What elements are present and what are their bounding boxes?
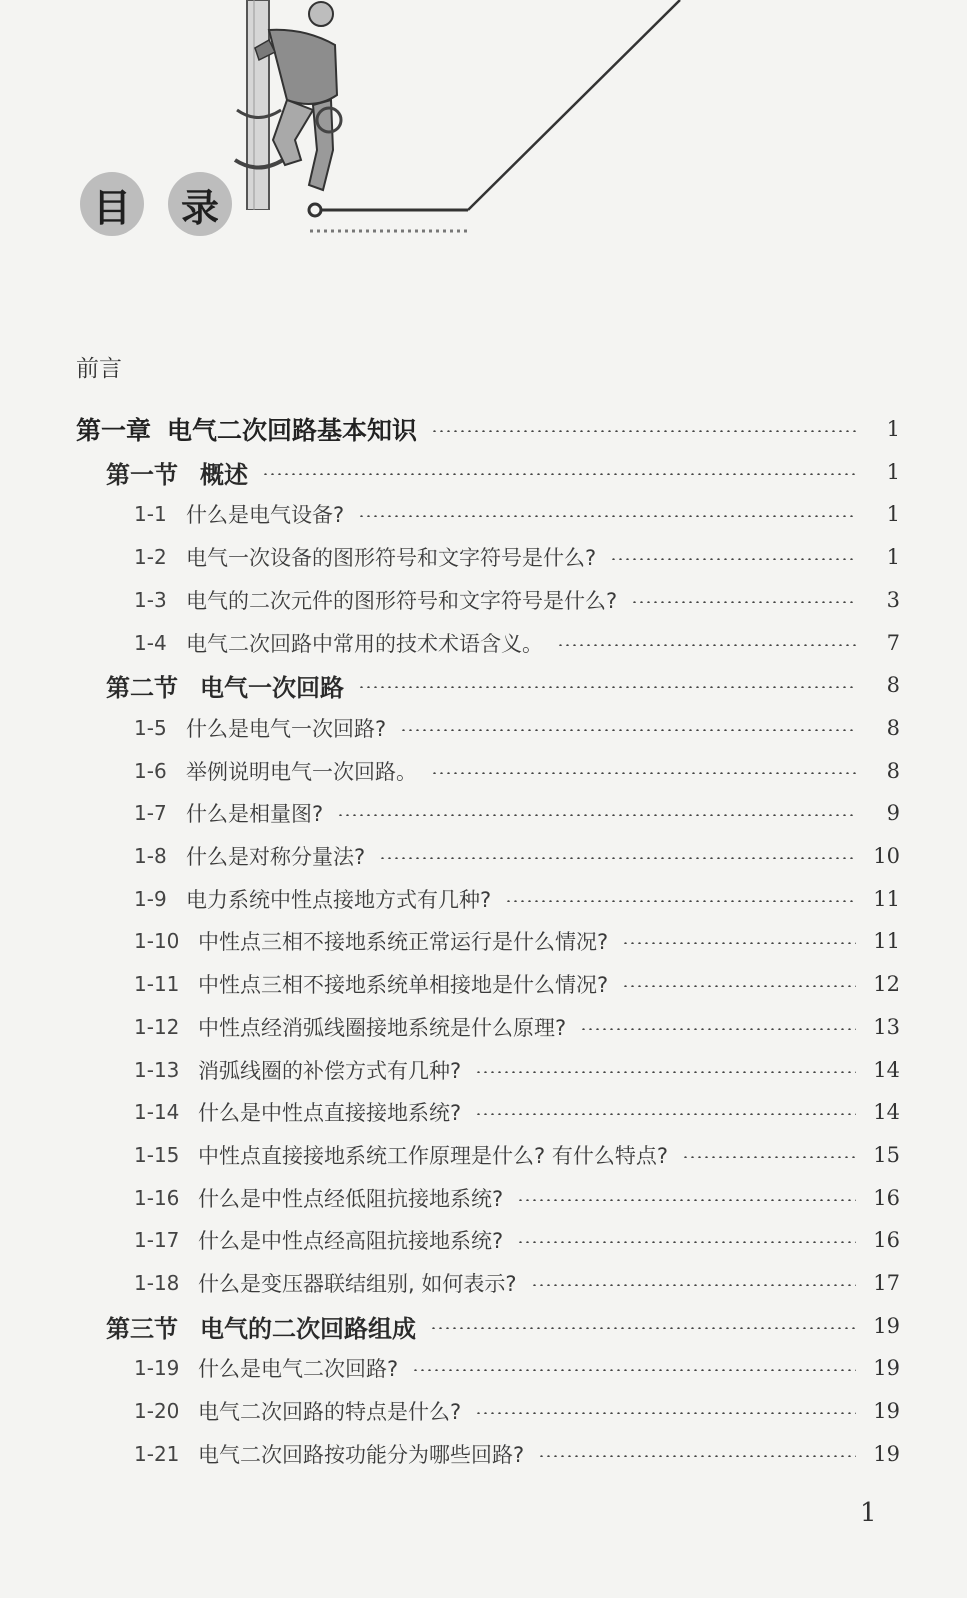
dot-leader xyxy=(475,1412,856,1414)
dot-leader xyxy=(337,814,856,816)
toc-item-row[interactable] xyxy=(134,884,900,914)
toc-item-row[interactable] xyxy=(134,1225,900,1255)
toc-entry-title: 什么是电气二次回路? xyxy=(198,1357,399,1381)
toc-entry-page: 8 xyxy=(886,673,900,697)
page-number: 1 xyxy=(860,1498,877,1528)
preface-link[interactable]: 前言 xyxy=(76,356,122,382)
title-char-lu: 录 xyxy=(168,172,232,236)
toc-entry-title: 什么是中性点经低阻抗接地系统? xyxy=(198,1187,504,1211)
dot-leader xyxy=(531,1284,857,1286)
toc-item-row[interactable] xyxy=(134,926,900,956)
toc-entry-title: 什么是对称分量法? xyxy=(186,845,366,869)
toc-entry-page: 8 xyxy=(886,759,900,783)
toc-entry-number: 1-2 xyxy=(134,545,167,569)
dot-leader xyxy=(580,1028,856,1030)
toc-item-row[interactable] xyxy=(134,713,900,743)
toc-entry-page: 19 xyxy=(873,1399,900,1423)
toc-entry-title: 电气的二次元件的图形符号和文字符号是什么? xyxy=(186,589,618,613)
toc-item-row[interactable] xyxy=(134,1055,900,1085)
toc-item-row[interactable] xyxy=(134,1396,900,1426)
toc-entry-title: 中性点三相不接地系统正常运行是什么情况? xyxy=(198,930,609,954)
dot-leader xyxy=(262,473,856,475)
toc-entry-page: 3 xyxy=(886,588,900,612)
dot-leader xyxy=(622,942,856,944)
toc-item-row[interactable] xyxy=(134,756,900,786)
toc-item-row[interactable] xyxy=(134,969,900,999)
title-char-mu: 目 xyxy=(80,172,144,236)
toc-entry-title: 什么是电气设备? xyxy=(186,503,345,527)
toc-entry-title: 消弧线圈的补偿方式有几种? xyxy=(198,1059,462,1083)
toc-entry-number: 1-7 xyxy=(134,801,167,825)
toc-item-row[interactable] xyxy=(134,1268,900,1298)
toc-entry-title: 中性点经消弧线圈接地系统是什么原理? xyxy=(198,1016,567,1040)
toc-entry-number: 第一节 xyxy=(106,459,178,489)
toc-entry-number: 1-6 xyxy=(134,759,167,783)
toc-entry-number: 1-5 xyxy=(134,716,167,740)
toc-entry-page: 1 xyxy=(886,460,900,484)
dot-leader xyxy=(431,772,856,774)
toc-entry-number: 1-17 xyxy=(134,1228,180,1252)
toc-entry-number: 1-11 xyxy=(134,972,180,996)
toc-item-row[interactable] xyxy=(134,1353,900,1383)
toc-entry-page: 14 xyxy=(873,1058,900,1082)
toc-entry-number: 1-9 xyxy=(134,887,167,911)
dot-leader xyxy=(431,430,856,432)
toc-entry-title: 什么是电气一次回路? xyxy=(186,717,387,741)
toc-entry-page: 1 xyxy=(886,545,900,569)
toc-entry-page: 9 xyxy=(886,801,900,825)
toc-entry-number: 1-15 xyxy=(134,1143,180,1167)
toc-entry-number: 1-10 xyxy=(134,929,180,953)
toc-entry-page: 16 xyxy=(873,1186,900,1210)
toc-entry-number: 第一章 xyxy=(76,416,152,445)
toc-entry-page: 16 xyxy=(873,1228,900,1252)
toc-entry-title: 电气一次回路 xyxy=(200,672,344,702)
toc-entry-number: 1-4 xyxy=(134,631,167,655)
toc-item-row[interactable] xyxy=(134,1097,900,1127)
toc-entry-page: 14 xyxy=(873,1100,900,1124)
toc-entry-page: 19 xyxy=(873,1314,900,1338)
dot-leader xyxy=(517,1241,856,1243)
dot-leader xyxy=(358,686,856,688)
toc-entry-page: 12 xyxy=(873,972,900,996)
toc-entry-page: 10 xyxy=(873,844,900,868)
toc-entry-title: 什么是相量图? xyxy=(186,802,324,826)
toc-entry-title: 电气二次回路中常用的技术术语含义。 xyxy=(186,632,543,656)
toc-entry-page: 1 xyxy=(886,502,900,526)
toc-entry-title: 概述 xyxy=(200,459,248,489)
toc-chapter-row[interactable] xyxy=(76,414,900,444)
dot-leader xyxy=(475,1113,856,1115)
dot-leader xyxy=(412,1369,856,1371)
dot-leader xyxy=(610,558,856,560)
toc-entry-title: 电气二次回路基本知识 xyxy=(167,416,418,445)
toc-item-row[interactable] xyxy=(134,499,900,529)
toc-entry-page: 19 xyxy=(873,1442,900,1466)
dot-leader xyxy=(430,1327,856,1329)
toc-item-row[interactable] xyxy=(134,1439,900,1469)
toc-entry-page: 7 xyxy=(886,631,900,655)
dot-leader xyxy=(475,1071,856,1073)
toc-item-row[interactable] xyxy=(134,585,900,615)
dot-leader xyxy=(622,985,856,987)
toc-item-row[interactable] xyxy=(134,1012,900,1042)
decorative-line xyxy=(300,0,700,245)
dot-leader xyxy=(379,857,856,859)
toc-item-row[interactable] xyxy=(134,798,900,828)
toc-entry-page: 19 xyxy=(873,1356,900,1380)
toc-entry-title: 什么是中性点经高阻抗接地系统? xyxy=(198,1229,504,1253)
toc-entry-title: 什么是中性点直接接地系统? xyxy=(198,1101,462,1125)
toc-entry-number: 1-18 xyxy=(134,1271,180,1295)
toc-item-row[interactable] xyxy=(134,1183,900,1213)
toc-entry-title: 电气的二次回路组成 xyxy=(200,1313,416,1343)
toc-entry-title: 电力系统中性点接地方式有几种? xyxy=(186,888,492,912)
toc-entry-title: 电气二次回路按功能分为哪些回路? xyxy=(198,1443,525,1467)
toc-item-row[interactable] xyxy=(134,542,900,572)
toc-item-row[interactable] xyxy=(134,841,900,871)
toc-entry-title: 举例说明电气一次回路。 xyxy=(186,760,417,784)
toc-entry-title: 中性点三相不接地系统单相接地是什么情况? xyxy=(198,973,609,997)
toc-item-row[interactable] xyxy=(134,628,900,658)
toc-entry-page: 15 xyxy=(873,1143,900,1167)
toc-entry-title: 什么是变压器联结组别, 如何表示? xyxy=(198,1272,517,1296)
toc-entry-page: 11 xyxy=(873,929,900,953)
toc-entry-number: 1-1 xyxy=(134,502,167,526)
dot-leader xyxy=(358,515,856,517)
toc-entry-page: 11 xyxy=(873,887,900,911)
toc-section-row[interactable] xyxy=(106,457,900,487)
dot-leader xyxy=(631,601,856,603)
toc-section-row[interactable] xyxy=(106,670,900,700)
dot-leader xyxy=(400,729,856,731)
toc-entry-page: 17 xyxy=(873,1271,900,1295)
toc-entry-number: 1-14 xyxy=(134,1100,180,1124)
toc-entry-title: 电气二次回路的特点是什么? xyxy=(198,1400,462,1424)
toc-entry-page: 8 xyxy=(886,716,900,740)
toc-entry-number: 1-12 xyxy=(134,1015,180,1039)
dot-leader xyxy=(682,1156,856,1158)
toc-entry-number: 1-21 xyxy=(134,1442,180,1466)
header-illustration xyxy=(0,0,967,260)
toc-entry-number: 第二节 xyxy=(106,672,178,702)
toc-entry-number: 1-20 xyxy=(134,1399,180,1423)
dot-leader xyxy=(517,1199,856,1201)
toc-entry-number: 第三节 xyxy=(106,1313,178,1343)
toc-entry-number: 1-13 xyxy=(134,1058,180,1082)
toc-entry-page: 13 xyxy=(873,1015,900,1039)
dot-leader xyxy=(557,644,856,646)
toc-entry-number: 1-8 xyxy=(134,844,167,868)
toc-section-row[interactable] xyxy=(106,1311,900,1341)
toc-entry-number: 1-3 xyxy=(134,588,167,612)
toc-item-row[interactable] xyxy=(134,1140,900,1170)
toc-entry-page: 1 xyxy=(886,417,900,441)
toc-entry-number: 1-19 xyxy=(134,1356,180,1380)
dot-leader xyxy=(505,900,856,902)
toc-entry-title: 电气一次设备的图形符号和文字符号是什么? xyxy=(186,546,597,570)
dot-leader xyxy=(538,1455,856,1457)
toc-entry-title: 中性点直接接地系统工作原理是什么? 有什么特点? xyxy=(198,1144,668,1168)
toc-entry-number: 1-16 xyxy=(134,1186,180,1210)
